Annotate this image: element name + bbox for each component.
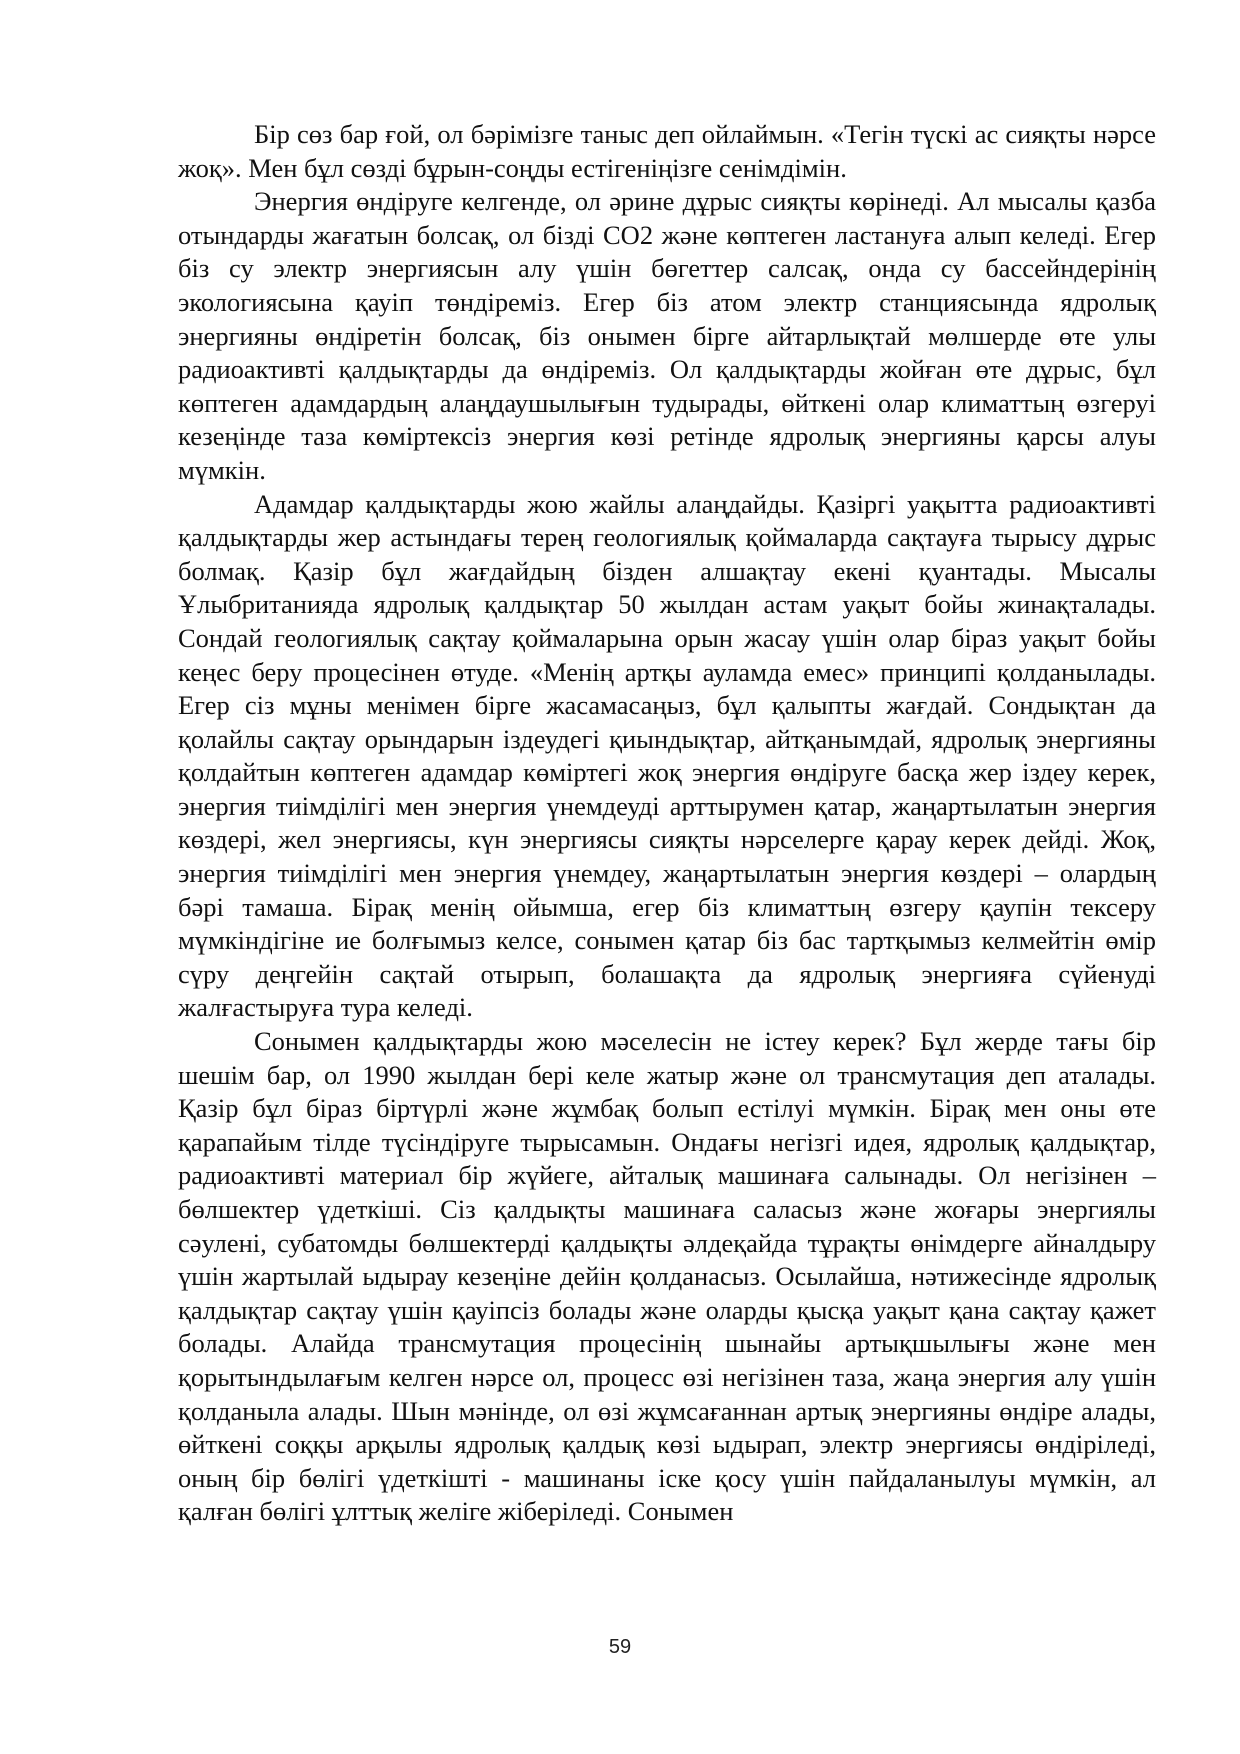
paragraph-1: Бір сөз бар ғой, ол бәрімізге таныс деп ойлаймын. «Тегін түскі ас сияқты нәрсе жоқ». Мен бұл сөзді бұрын-соңды естігеніңізге сенімдімін. [178, 119, 1156, 183]
paragraph-2: Энергия өндіруге келгенде, ол әрине дұрыс сияқты көрінеді. Ал мысалы қазба отындарды жағатын болсақ, ол бізді СО2 және көптеген ластануға алып келеді. Егер біз су электр энергиясын алу үшін бөгеттер салсақ, онда су бассейндерінің экологиясына қауіп төндіреміз. Егер біз атом электр станциясында ядролық энергияны өндіретін болсақ, біз онымен бірге айтарлықтай мөлшерде өте улы радиоактивті қалдықтарды да өндіреміз. Ол қалдықтарды жойған өте дұрыс, бұл көптеген адамдардың алаңдаушылығын тудырады, өйткені олар климаттың өзгеруі кезеңінде таза көміртексіз энергия көзі ретінде ядролық энергияны қарсы алуы мүмкін. [178, 186, 1156, 485]
paragraph-3: Адамдар қалдықтарды жою жайлы алаңдайды. Қазіргі уақытта радиоактивті қалдықтарды жер астындағы терең геологиялық қоймаларда сақтауға тырысу дұрыс болмақ. Қазір бұл жағдайдың бізден алшақтау екені қуантады. Мысалы Ұлыбританияда ядролық қалдықтар 50 жылдан астам уақыт бойы жинақталады. Сондай геологиялық сақтау қоймаларына орын жасау үшін олар біраз уақыт бойы кеңес беру процесінен өтуде. «Менің артқы ауламда емес» принципі қолданылады. Егер сіз мұны менімен бірге жасамасаңыз, бұл қалыпты жағдай. Сондықтан да қолайлы сақтау орындарын іздеудегі қиындықтар, айтқанымдай, ядролық энергияны қолдайтын көптеген адамдар көміртегі жоқ энергия өндіруге басқа жер іздеу керек, энергия тиімділігі мен энергия үнемдеуді арттырумен қатар, жаңартылатын энергия көздері, жел энергиясы, күн энергиясы сияқты нәрселерге қарау керек дейді. Жоқ, энергия тиімділігі мен энергия үнемдеу, жаңартылатын энергия көздері – олардың бәрі тамаша. Бірақ менің ойымша, егер біз климаттың өзгеру қаупін тексеру мүмкіндігіне ие болғымыз келсе, сонымен қатар біз бас тартқымыз келмейтін өмір сүру деңгейін сақтай отырып, болашақта да ядролық энергияға сүйенуді жалғастыруға тура келеді. [178, 488, 1156, 1023]
page-number: 59 [608, 1636, 632, 1658]
paragraph-4: Сонымен қалдықтарды жою мәселесін не істеу керек? Бұл жерде тағы бір шешім бар, ол 1990 жылдан бері келе жатыр және ол трансмутация деп аталады. Қазір бұл біраз біртүрлі және жұмбақ болып естілуі мүмкін. Бірақ мен оны өте қарапайым тілде түсіндіруге тырысамын. Ондағы негізгі идея, ядролық қалдықтар, радиоактивті материал бір жүйеге, айталық машинаға салынады. Ол негізінен – бөлшектер үдеткіші. Сіз қалдықты машинаға саласыз және жоғары энергиялы сәулені, субатомды бөлшектерді қалдықты әлдеқайда тұрақты өнімдерге айналдыру үшін жартылай ыдырау кезеңіне дейін қолданасыз. Осылайша, нәтижесінде ядролық қалдықтар сақтау үшін қауіпсіз болады және оларды қысқа уақыт қана сақтау қажет болады. Алайда трансмутация процесінің шынайы артықшылығы және мен қорытындылағым келген нәрсе ол, процесс өзі негізінен таза, жаңа энергия алу үшін қолданыла алады. Шын мәнінде, ол өзі жұмсағаннан артық энергияны өндіре алады, өйткені соққы арқылы ядролық қалдық көзі ыдырап, электр энергиясы өндіріледі, оның бір бөлігі үдеткішті - машинаны іске қосу үшін пайдаланылуы мүмкін, ал қалған бөлігі ұлттық желіге жіберіледі. Сонымен [178, 1026, 1156, 1527]
body-text [178, 118, 1156, 1529]
